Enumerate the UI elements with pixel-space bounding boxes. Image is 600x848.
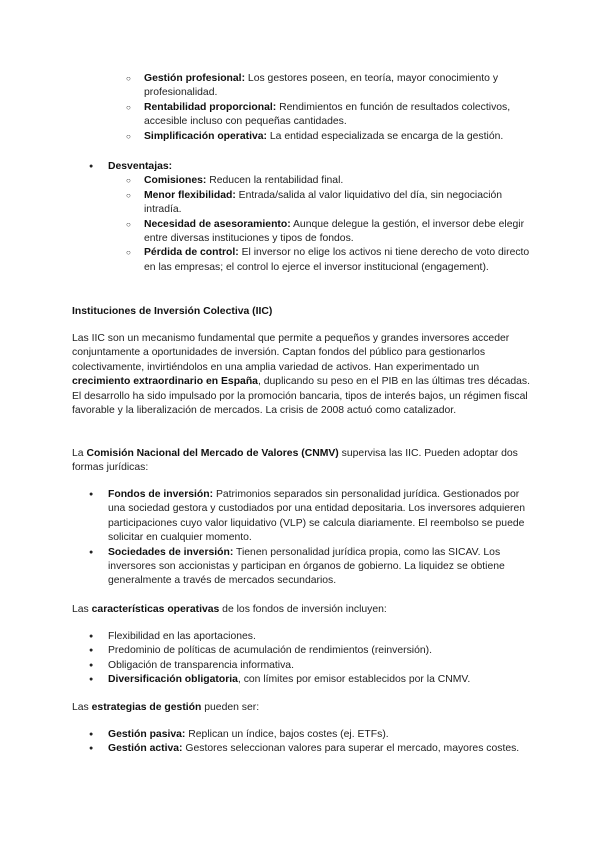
paragraph-cnmv: La Comisión Nacional del Mercado de Valores (CNMV) supervisa las IIC. Pueden adoptar dos formas jurídicas: [72,448,518,474]
list-item: ○ Rentabilidad proporcional: Rendimientos en función de resultados colectivos, accesible incluso con pequeñas cantidades. [72,101,534,130]
list-item: ○ Pérdida de control: El inversor no elige los activos ni tiene derecho de voto directo en las empresas; el control lo ejerce el inversor institucional (engagement). [108,246,534,275]
disadvantages-title: Desventajas: [108,161,173,172]
list-item: ○ Menor flexibilidad: Entrada/salida al valor liquidativo del día, sin negociación intradía. [108,189,534,218]
strategies-list [72,728,534,757]
disadvantages-list [72,160,534,275]
paragraph-strategies: Las estrategias de gestión pueden ser: [72,702,260,713]
features-list [72,630,534,688]
list-item: ● Flexibilidad en las aportaciones. [72,630,534,644]
list-item: ○ Comisiones: Reducen la rentabilidad final. [108,174,534,188]
list-item [72,160,534,275]
list-item: ● Obligación de transparencia informativa. [72,659,534,673]
section-heading: Instituciones de Inversión Colectiva (IIC) [72,306,273,317]
list-item: ○ Simplificación operativa: La entidad especializada se encarga de la gestión. [72,130,534,144]
list-item: ○ Necesidad de asesoramiento: Aunque delegue la gestión, el inversor debe elegir entre diversas instituciones y tipos de fondos. [108,218,534,247]
list-item: ● Diversificación obligatoria, con límites por emisor establecidos por la CNMV. [72,673,534,687]
list-item: ● Gestión activa: Gestores seleccionan valores para superar el mercado, mayores costes. [72,742,534,756]
list-item: ○ Gestión profesional: Los gestores poseen, en teoría, mayor conocimiento y profesionalidad. [72,72,534,101]
legal-forms-list [72,488,534,589]
list-item: ● Predominio de políticas de acumulación de rendimientos (reinversión). [72,644,534,658]
list-item: ● Gestión pasiva: Replican un índice, bajos costes (ej. ETFs). [72,728,534,742]
list-item: ● Sociedades de inversión: Tienen personalidad jurídica propia, como las SICAV. Los inversores son accionistas y participan en órganos de gobierno. La liquidez se obtiene generalmente a través de mercados secundarios. [72,546,534,589]
paragraph-iic-intro: Las IIC son un mecanismo fundamental que permite a pequeños y grandes inversores acceder conjuntamente a oportunidades de inversión. Captan fondos del público para gestionarlos colectivamente, invirtiéndolos en una amplia variedad de activos. Han experimentado un crecimiento extraordinario en España, duplicando su peso en el PIB en las últimas tres décadas. El desarrollo ha sido impulsado por la promoción bancaria, tipos de interés bajos, un régimen fiscal favorable y la liberalización de mercados. La crisis de 2008 actuó como catalizador. [72,333,531,417]
disadvantages-sublist [108,174,534,275]
list-item: ● Fondos de inversión: Patrimonios separados sin personalidad jurídica. Gestionados por una sociedad gestora y custodiados por una entidad depositaria. Los inversores adquieren participaciones cuyo valor liquidativo (VLP) se calcula diariamente. El reembolso se puede solicitar en cualquier momento. [72,488,534,546]
advantages-list [72,72,534,144]
paragraph-features: Las características operativas de los fondos de inversión incluyen: [72,604,387,615]
